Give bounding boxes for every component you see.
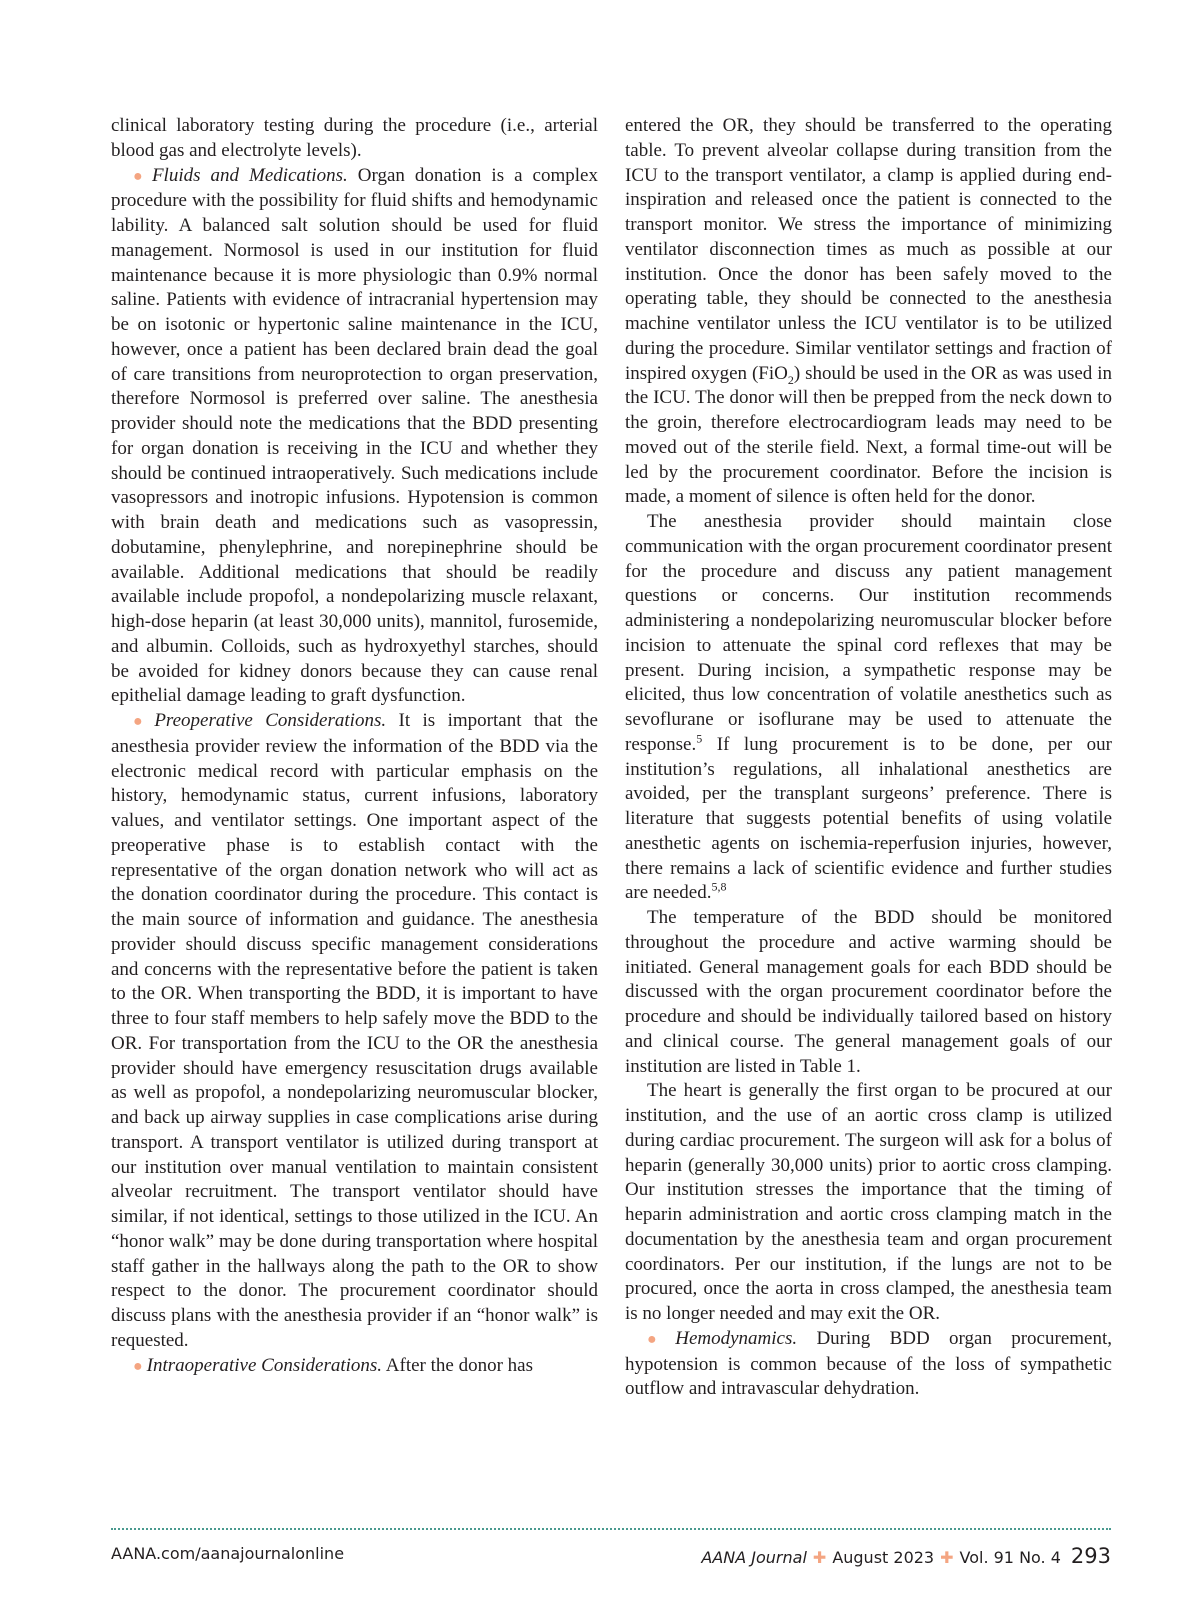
paragraph-text: After the donor has — [382, 1354, 533, 1376]
issue-date: August 2023 — [832, 1548, 935, 1567]
paragraph-text: ) should be used in the OR as was used in the ICU. The donor will then be prepped from the neck down to the groin, therefore electrocardiogram leads may need to be moved out of the sterile field. Next, a formal time-out will be led by the procurement coordinator. Before the incision is made, a moment of silence is often held for the donor. — [625, 362, 1112, 508]
paragraph-text: The anesthesia provider should maintain close communication with the organ procurement coordinator present for the procedure and discuss any patient management questions or concerns. Our institution recommends administering a nondepolarizing neuromuscular blocker before incision to attenuate the spinal cord reflexes that may be present. During incision, a sympathetic response may be elicited, thus low concentration of volatile anesthetics such as sevoflurane or isoflurane may be used to attenuate the response. — [625, 511, 1112, 755]
paragraph-text: Organ donation is a complex procedure with the possibility for fluid shifts and hemodynamic lability. A balanced salt solution should be used for fluid management. Normosol is used in our institution for fluid maintenance because it is more physiologic than 0.9% normal saline. Patients with evidence of intracranial hypertension may be on isotonic or hypertonic saline maintenance in the ICU, however, once a patient has been declared brain dead the goal of care transitions from neuroprotection to organ preservation, therefore Normosol is preferred over saline. The anesthesia provider should note the medications that the BDD presenting for organ donation is receiving in the ICU and whether they should be continued intraoperatively. Such medications include vasopressors and inotropic infusions. Hypotension is common with brain death and medications such as vasopressin, dobutamine, phenylephrine, and norepinephrine should be available. Additional medications that should be readily available include propofol, a nondepolarizing muscle relaxant, high-dose heparin (at least 30,000 units), mannitol, furosemide, and albumin. Colloids, such as hydroxyethyl starches, should be avoided for kidney donors because they can cause renal epithelial damage leading to graft dysfunction. — [111, 164, 598, 707]
paragraph-preoperative — [111, 709, 598, 1354]
footer-dotted-rule — [111, 1528, 1111, 1530]
bullet-icon: ● — [647, 1330, 672, 1348]
paragraph-continuation: clinical laboratory testing during the procedure (i.e., arterial blood gas and electrolyte levels). — [111, 115, 598, 161]
bullet-icon: ● — [133, 1357, 143, 1375]
paragraph-continuation — [625, 114, 1112, 510]
paragraph-text: entered the OR, they should be transferred to the operating table. To prevent alveolar collapse during transition from the ICU to the transport ventilator, a clamp is applied during end-inspiration and released once the patient is connected to the transport monitor. We stress the importance of minimizing ventilator disconnection times as much as possible at our institution. Once the donor has been safely moved to the operating table, they should be connected to the anesthesia machine ventilator unless the ICU ventilator is to be utilized during the procedure. Similar ventilator settings and fraction of inspired oxygen (FiO — [625, 115, 1112, 384]
paragraph-communication — [625, 510, 1112, 906]
run-in-heading: Fluids and Medications. — [151, 164, 348, 186]
footer-citation — [701, 1544, 1111, 1568]
paragraph-fluids-medications — [111, 164, 598, 710]
run-in-heading: Hemodynamics. — [675, 1327, 798, 1349]
plus-separator-icon: ✚ — [812, 1548, 827, 1567]
paragraph-temperature: The temperature of the BDD should be monitored throughout the procedure and active warming should be initiated. General management goals for each BDD should be discussed with the organ procurement coordinator before the procedure and should be individually tailored based on history and clinical course. The general management goals of our institution are listed in Table 1. — [625, 907, 1112, 1077]
bullet-icon: ● — [133, 713, 151, 730]
plus-separator-icon: ✚ — [940, 1548, 954, 1567]
run-in-heading: Intraoperative Considerations. — [146, 1354, 383, 1376]
run-in-heading: Preoperative Considerations. — [154, 710, 387, 731]
page-number: 293 — [1070, 1544, 1111, 1568]
citation-superscript: 5 — [696, 731, 703, 746]
subscript: 2 — [787, 372, 794, 387]
paragraph-text: If lung procurement is to be done, per our institution’s regulations, all inhalational anesthetics are avoided, per the transplant surgeons’ preference. There is literature that suggests potential benefits of using volatile anesthetic agents on ischemia-reperfusion injuries, however, there remains a lack of scientific evidence and further studies are needed. — [625, 733, 1112, 904]
bullet-icon: ● — [133, 167, 148, 185]
paragraph-text: During BDD organ procurement, hypotension is common because of the loss of sympathetic outflow and intravascular dehydration. — [625, 1327, 1112, 1400]
footer-url[interactable]: AANA.com/aanajournalonline — [111, 1544, 345, 1563]
citation-superscript: 5,8 — [711, 879, 727, 894]
right-column — [625, 114, 1112, 1402]
paragraph-intraoperative — [111, 1354, 598, 1380]
left-column — [111, 114, 598, 1379]
volume-issue: Vol. 91 No. 4 — [959, 1548, 1061, 1567]
paragraph-hemodynamics — [625, 1327, 1112, 1402]
journal-name: AANA Journal — [701, 1548, 807, 1567]
paragraph-text: It is important that the anesthesia provider review the information of the BDD via the electronic medical record with particular emphasis on the history, hemodynamic status, current infusions, laboratory values, and ventilator settings. One important aspect of the preoperative phase is to establish contact with the representative of the organ donation network who will act as the donation coordinator during the procedure. This contact is the main source of information and guidance. The anesthesia provider should discuss specific management considerations and concerns with the representative before the patient is taken to the OR. When transporting the BDD, it is important to have three to four staff members to help safely move the BDD to the OR. For transportation from the ICU to the OR the anesthesia provider should have emergency resuscitation drugs available as well as propofol, a nondepolarizing neuromuscular blocker, and back up airway supplies in case complications arise during transport. A transport ventilator is utilized during transport at our institution over manual ventilation to maintain consistent alveolar recruitment. The transport ventilator should have similar, if not identical, settings to those utilized in the ICU. An “honor walk” may be done during transportation where hospital staff gather in the hallways along the path to the OR to show respect to the donor. The procurement coordinator should discuss plans with the anesthesia provider if an “honor walk” is requested. — [111, 710, 598, 1351]
paragraph-heart-procurement: The heart is generally the first organ to be procured at our institution, and the use of an aortic cross clamp is utilized during cardiac procurement. The surgeon will ask for a bolus of heparin (generally 30,000 units) prior to aortic cross clamping. Our institution stresses the importance that the timing of heparin administration and aortic cross clamping match in the documentation by the anesthesia team and organ procurement coordinators. Per our institution, if the lungs are not to be procured, once the aorta in cross clamped, the anesthesia team is no longer needed and may exit the OR. — [625, 1080, 1112, 1324]
